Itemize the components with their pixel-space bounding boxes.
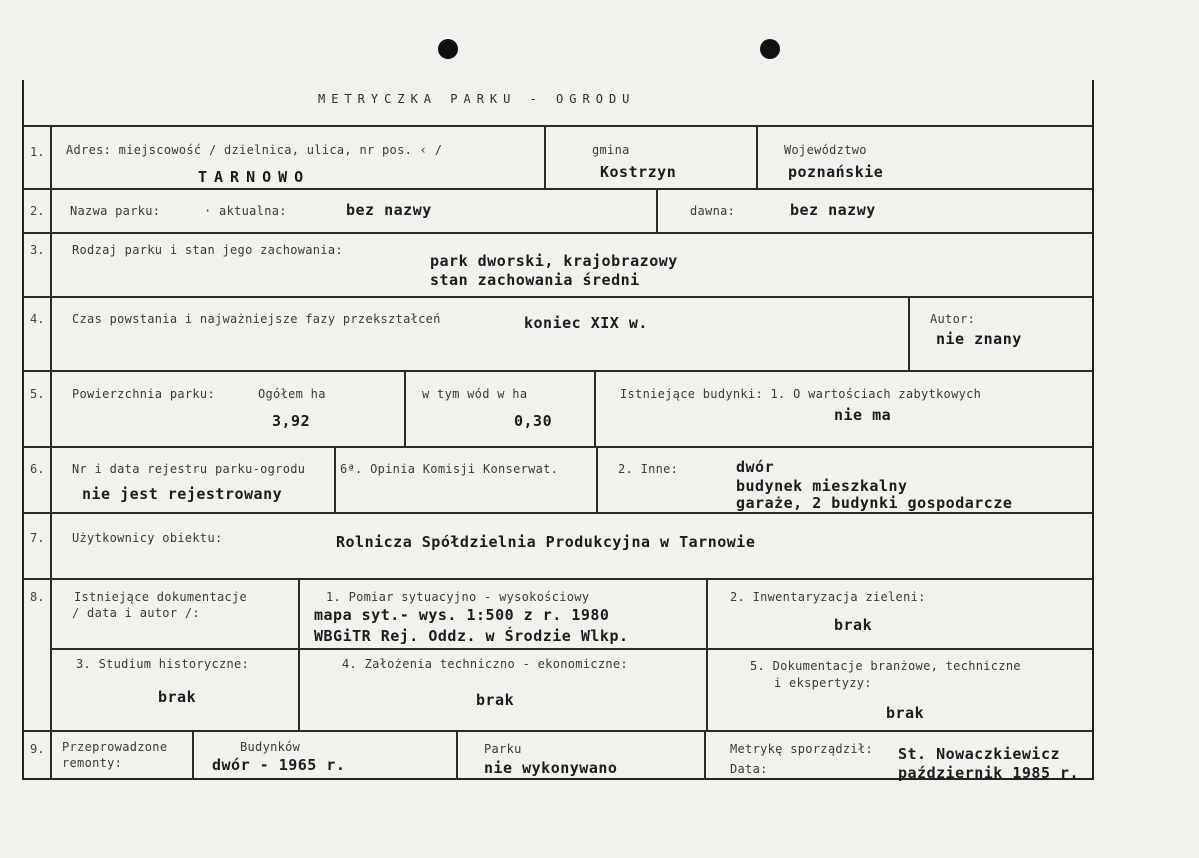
locality-value: TARNOWO: [198, 168, 311, 186]
voivodeship-value: poznańskie: [788, 163, 884, 181]
buildings-renovation-value: dwór - 1965 r.: [212, 756, 346, 774]
industry-docs-label-2: i ekspertyzy:: [774, 676, 872, 690]
origin-value: koniec XIX w.: [524, 314, 648, 332]
total-area-label: Ogółem ha: [258, 387, 326, 401]
form-title: METRYCZKA PARKU - OGRODU: [318, 92, 636, 106]
commission-opinion-label: 6ª. Opinia Komisji Konserwat.: [340, 462, 559, 476]
condition-value: stan zachowania średni: [430, 271, 640, 289]
park-type-value: park dworski, krajobrazowy: [430, 252, 678, 270]
historical-study-label: 3. Studium historyczne:: [76, 657, 250, 671]
greenery-inventory-value: brak: [834, 616, 873, 634]
punch-hole-right: [760, 39, 780, 59]
row-number-7: 7.: [30, 531, 45, 545]
tech-econ-value: brak: [476, 691, 515, 709]
row-number-3: 3.: [30, 243, 45, 257]
row-number-9: 9.: [30, 742, 45, 756]
row-number-8: 8.: [30, 590, 45, 604]
survey-value-1: mapa syt.- wys. 1:500 z r. 1980: [314, 606, 610, 624]
address-label: Adres: miejscowość / dzielnica, ulica, nr pos. ‹ /: [66, 143, 443, 157]
survey-label: 1. Pomiar sytuacyjno - wysokościowy: [326, 590, 590, 604]
industry-docs-label-1: 5. Dokumentacje branżowe, techniczne: [750, 659, 1021, 673]
former-name-value: bez nazwy: [790, 201, 876, 219]
park-name-label: Nazwa parku:: [70, 204, 161, 218]
historic-buildings-value: nie ma: [834, 406, 892, 424]
buildings-renovation-label: Budynków: [240, 740, 301, 754]
buildings-label: Istniejące budynki: 1. O wartościach zabytkowych: [620, 387, 982, 401]
gmina-value: Kostrzyn: [600, 163, 677, 181]
gmina-label: gmina: [592, 143, 630, 157]
register-label: Nr i data rejestru parku-ogrodu: [72, 462, 306, 476]
row-number-2: 2.: [30, 204, 45, 218]
form-card: [22, 80, 1094, 780]
row-number-4: 4.: [30, 312, 45, 326]
row-number-5: 5.: [30, 387, 45, 401]
prepared-by-label: Metrykę sporządził:: [730, 742, 873, 756]
renovations-label-1: Przeprowadzone: [62, 740, 168, 754]
other-building-3: garaże, 2 budynki gospodarcze: [736, 494, 1013, 512]
documentation-label-1: Istniejące dokumentacje: [74, 590, 248, 604]
register-value: nie jest rejestrowany: [82, 485, 283, 503]
origin-label: Czas powstania i najważniejsze fazy przekształceń: [72, 312, 441, 326]
total-area-value: 3,92: [272, 412, 311, 430]
other-buildings-label: 2. Inne:: [618, 462, 679, 476]
date-label: Data:: [730, 762, 768, 776]
renovations-label-2: remonty:: [62, 756, 123, 770]
row-number-6: 6.: [30, 462, 45, 476]
other-building-2: budynek mieszkalny: [736, 477, 908, 495]
tech-econ-label: 4. Założenia techniczno - ekonomiczne:: [342, 657, 628, 671]
water-area-label: w tym wód w ha: [422, 387, 528, 401]
industry-docs-value: brak: [886, 704, 925, 722]
row-number-1: 1.: [30, 145, 45, 159]
other-building-1: dwór: [736, 458, 775, 476]
survey-value-2: WBGiTR Rej. Oddz. w Środzie Wlkp.: [314, 627, 629, 645]
users-value: Rolnicza Spółdzielnia Produkcyjna w Tarnowie: [336, 533, 756, 551]
documentation-label-2: / data i autor /:: [72, 606, 200, 620]
users-label: Użytkownicy obiektu:: [72, 531, 223, 545]
park-renovation-label: Parku: [484, 742, 522, 756]
author-value: nie znany: [936, 330, 1022, 348]
punch-hole-left: [438, 39, 458, 59]
area-label: Powierzchnia parku:: [72, 387, 215, 401]
voivodeship-label: Województwo: [784, 143, 867, 157]
greenery-inventory-label: 2. Inwentaryzacja zieleni:: [730, 590, 926, 604]
current-name-value: bez nazwy: [346, 201, 432, 219]
date-value: październik 1985 r.: [898, 764, 1080, 782]
historical-study-value: brak: [158, 688, 197, 706]
water-area-value: 0,30: [514, 412, 553, 430]
current-name-label: · aktualna:: [204, 204, 287, 218]
park-type-label: Rodzaj parku i stan jego zachowania:: [72, 243, 343, 257]
former-name-label: dawna:: [690, 204, 736, 218]
prepared-by-value: St. Nowaczkiewicz: [898, 745, 1061, 763]
park-renovation-value: nie wykonywano: [484, 759, 618, 777]
author-label: Autor:: [930, 312, 976, 326]
